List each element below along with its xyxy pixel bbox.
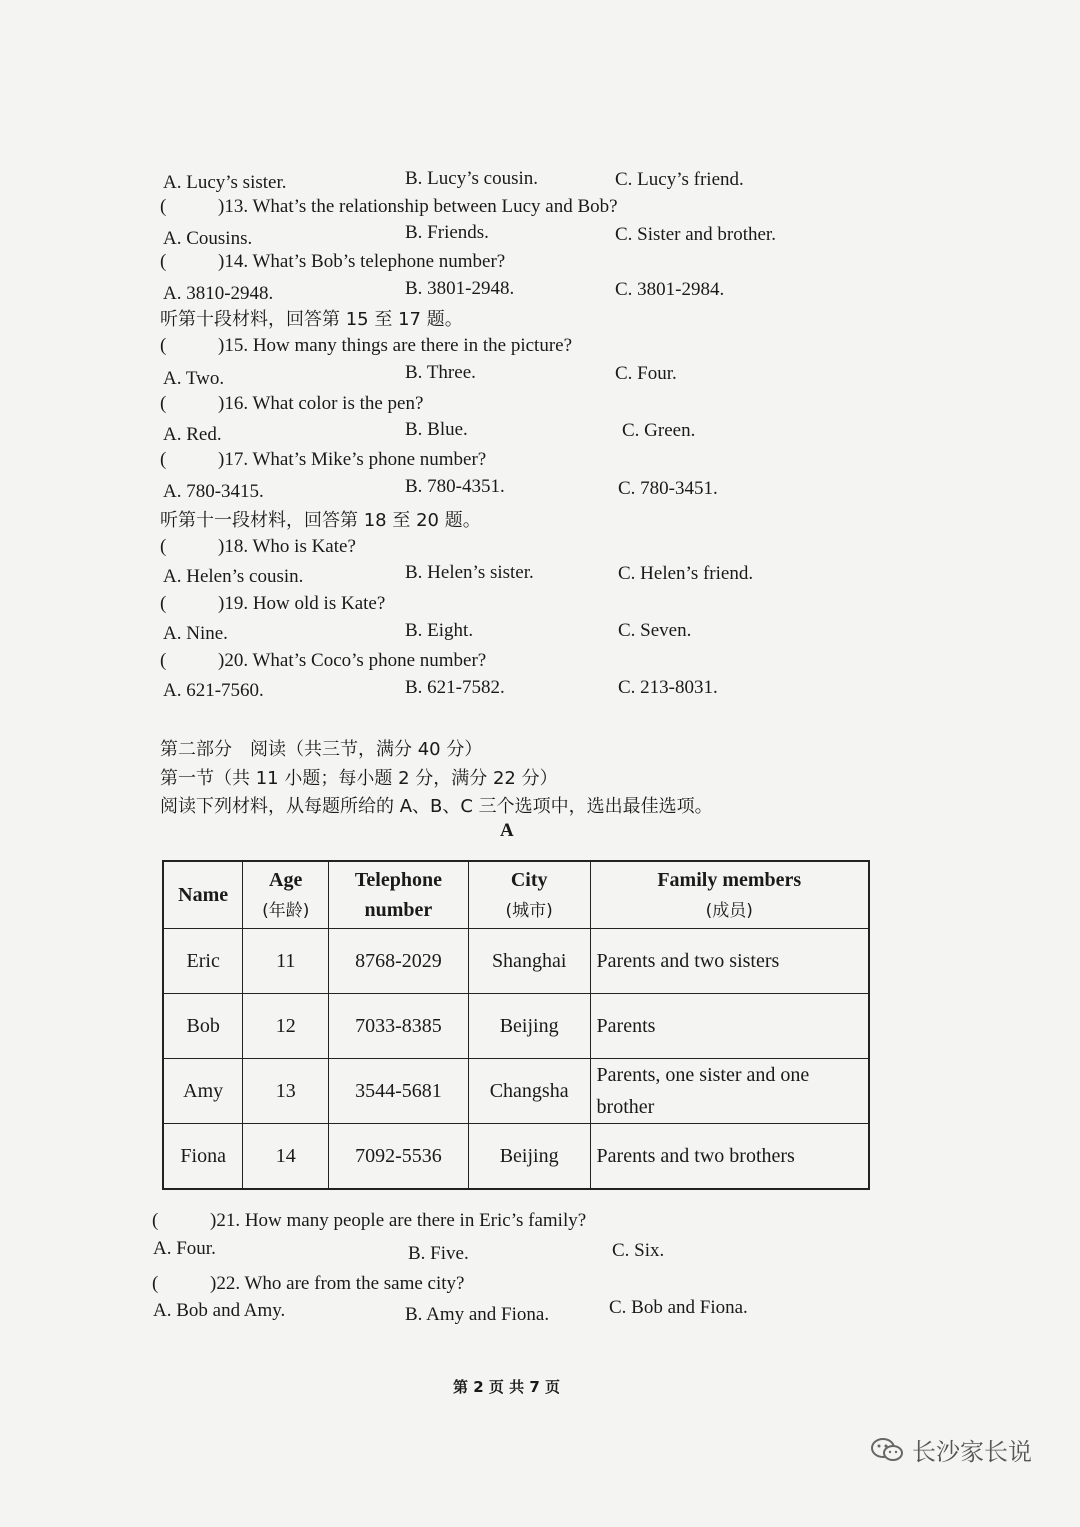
reading-instruction: 阅读下列材料，从每题所给的 A、B、C 三个选项中，选出最佳选项。 xyxy=(160,796,713,817)
table-row xyxy=(163,994,869,1059)
cell-family: Parents xyxy=(590,994,869,1059)
question-14: ( )14. What’s Bob’s telephone number? xyxy=(160,251,506,272)
question-15: ( )15. How many things are there in the picture? xyxy=(160,335,573,356)
cell-age: 11 xyxy=(243,929,329,994)
cell-name: Eric xyxy=(163,929,243,994)
question-19: ( )19. How old is Kate? xyxy=(160,593,386,614)
cell-city: Beijing xyxy=(468,994,590,1059)
cell-city: Beijing xyxy=(468,1124,590,1190)
header-city: City (城市) xyxy=(468,861,590,929)
question-13: ( )13. What’s the relationship between Lucy and Bob? xyxy=(160,196,618,217)
section-11-instruction: 听第十一段材料，回答第 18 至 20 题。 xyxy=(160,510,481,531)
q14-option-c: C. 3801-2984. xyxy=(615,279,725,300)
q22-option-a: A. Bob and Amy. xyxy=(153,1300,286,1321)
cell-name: Amy xyxy=(163,1059,243,1124)
table-row xyxy=(163,929,869,994)
q17-option-c: C. 780-3451. xyxy=(618,478,718,499)
cell-age: 14 xyxy=(243,1124,329,1190)
header-telephone: Telephone number xyxy=(329,861,469,929)
q15-option-c: C. Four. xyxy=(615,363,677,384)
cell-age: 12 xyxy=(243,994,329,1059)
q15-option-b: B. Three. xyxy=(405,362,476,383)
cell-family: Parents, one sister and one brother xyxy=(590,1059,869,1124)
question-16: ( )16. What color is the pen? xyxy=(160,393,424,414)
cell-telephone: 3544-5681 xyxy=(329,1059,469,1124)
passage-label: A xyxy=(500,820,514,841)
table-header-row xyxy=(163,861,869,929)
q20-option-c: C. 213-8031. xyxy=(618,677,718,698)
q13-option-b: B. Friends. xyxy=(405,222,489,243)
family-info-table xyxy=(162,860,870,1190)
part-two-title: 第二部分 阅读（共三节，满分 40 分） xyxy=(160,739,483,760)
q20-option-b: B. 621-7582. xyxy=(405,677,505,698)
q16-option-c: C. Green. xyxy=(622,420,696,441)
question-22: ( )22. Who are from the same city? xyxy=(152,1273,465,1294)
q21-option-b: B. Five. xyxy=(408,1243,469,1264)
q21-option-a: A. Four. xyxy=(153,1238,216,1259)
header-age: Age (年龄) xyxy=(243,861,329,929)
q22-option-c: C. Bob and Fiona. xyxy=(609,1297,748,1318)
header-name: Name xyxy=(163,861,243,929)
cell-family: Parents and two brothers xyxy=(590,1124,869,1190)
cell-telephone: 8768-2029 xyxy=(329,929,469,994)
question-18: ( )18. Who is Kate? xyxy=(160,536,356,557)
q18-option-b: B. Helen’s sister. xyxy=(405,562,534,583)
q17-option-a: A. 780-3415. xyxy=(163,481,264,502)
watermark-text: 长沙家长说 xyxy=(912,1438,1032,1466)
q22-option-b: B. Amy and Fiona. xyxy=(405,1304,550,1325)
page-number: 第 2 页 共 7 页 xyxy=(453,1378,560,1396)
q18-option-c: C. Helen’s friend. xyxy=(618,563,754,584)
wechat-icon xyxy=(870,1436,904,1464)
q16-option-b: B. Blue. xyxy=(405,419,468,440)
watermark xyxy=(870,1432,1032,1467)
cell-name: Fiona xyxy=(163,1124,243,1190)
q19-option-c: C. Seven. xyxy=(618,620,692,641)
q12-option-c: C. Lucy’s friend. xyxy=(615,169,744,190)
question-20: ( )20. What’s Coco’s phone number? xyxy=(160,650,487,671)
cell-family: Parents and two sisters xyxy=(590,929,869,994)
q15-option-a: A. Two. xyxy=(163,368,225,389)
q14-option-a: A. 3810-2948. xyxy=(163,283,274,304)
question-17: ( )17. What’s Mike’s phone number? xyxy=(160,449,487,470)
q18-option-a: A. Helen’s cousin. xyxy=(163,566,304,587)
q12-option-b: B. Lucy’s cousin. xyxy=(405,168,538,189)
question-21: ( )21. How many people are there in Eric’s family? xyxy=(152,1210,587,1231)
q20-option-a: A. 621-7560. xyxy=(163,680,264,701)
q12-option-a: A. Lucy’s sister. xyxy=(163,172,287,193)
table-row xyxy=(163,1124,869,1190)
q21-option-c: C. Six. xyxy=(612,1240,665,1261)
cell-city: Changsha xyxy=(468,1059,590,1124)
q13-option-c: C. Sister and brother. xyxy=(615,224,776,245)
q19-option-a: A. Nine. xyxy=(163,623,228,644)
q17-option-b: B. 780-4351. xyxy=(405,476,505,497)
header-family: Family members (成员) xyxy=(590,861,869,929)
cell-name: Bob xyxy=(163,994,243,1059)
q13-option-a: A. Cousins. xyxy=(163,228,253,249)
cell-telephone: 7033-8385 xyxy=(329,994,469,1059)
cell-city: Shanghai xyxy=(468,929,590,994)
table-row xyxy=(163,1059,869,1124)
cell-age: 13 xyxy=(243,1059,329,1124)
section-one-title: 第一节（共 11 小题；每小题 2 分，满分 22 分） xyxy=(160,768,558,789)
q19-option-b: B. Eight. xyxy=(405,620,474,641)
q16-option-a: A. Red. xyxy=(163,424,222,445)
q14-option-b: B. 3801-2948. xyxy=(405,278,515,299)
cell-telephone: 7092-5536 xyxy=(329,1124,469,1190)
section-10-instruction: 听第十段材料，回答第 15 至 17 题。 xyxy=(160,309,463,330)
